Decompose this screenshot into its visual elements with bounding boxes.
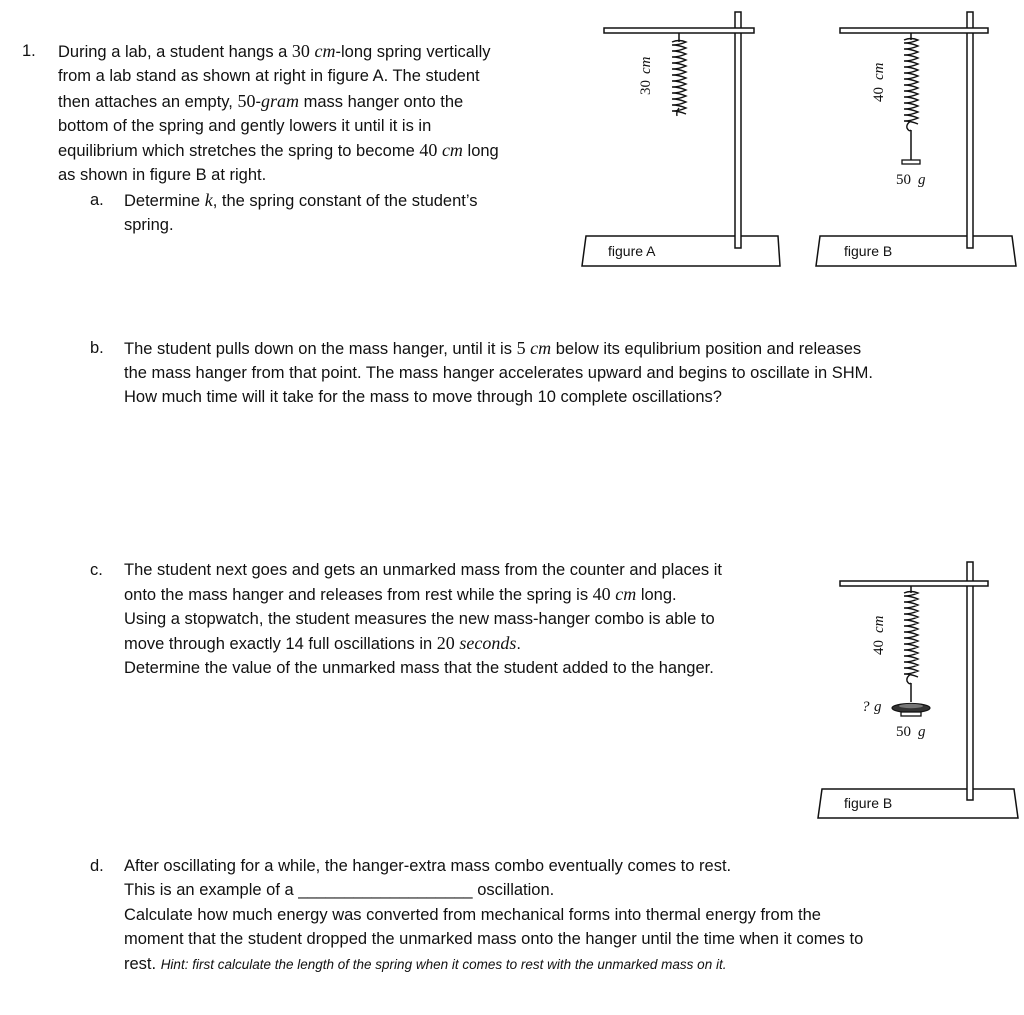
figure-b-unknown: [818, 562, 1018, 818]
fig-b-length-unit: cm: [871, 62, 887, 80]
stand-pole: [735, 12, 741, 248]
spring-a: [672, 41, 686, 117]
stand-pole: [967, 562, 973, 800]
part-d-line: moment that the student dropped the unmarked mass onto the hanger until the time when it comes to: [124, 930, 864, 948]
fig-b2-length-unit: cm: [871, 615, 887, 633]
question-line: as shown in figure B at right.: [58, 166, 267, 184]
part-c-line: onto the mass hanger and releases from rest while the spring is 40 cm long.: [124, 584, 677, 604]
part-a-line: spring.: [124, 216, 174, 234]
stand-pole: [967, 12, 973, 248]
fig-b-length-num: 40: [871, 87, 887, 102]
stand-arm: [840, 581, 988, 586]
part-d-line: This is an example of a ___________________ oscillation.: [124, 881, 555, 899]
stand-arm: [604, 28, 754, 33]
spring-b2: [892, 592, 930, 717]
fig-b-mass-unit: g: [918, 172, 926, 188]
mass-hanger: [902, 160, 920, 164]
fig-a-length-unit: cm: [638, 56, 654, 74]
fig-b-mass-num: 50: [896, 172, 911, 188]
part-b-line: How much time will it take for the mass to move through 10 complete oscillations?: [124, 388, 722, 406]
part-c-line: The student next goes and gets an unmarked mass from the counter and places it: [124, 561, 723, 579]
spring-b: [902, 39, 920, 165]
fig-b2-mass-unit: g: [918, 724, 926, 740]
part-d-line: After oscillating for a while, the hanger-extra mass combo eventually comes to rest.: [124, 857, 732, 875]
hint-text: Hint: first calculate the length of the spring when it comes to rest with the unmarked mass on it.: [160, 957, 727, 972]
figure-a: [582, 12, 780, 266]
question-line: During a lab, a student hangs a 30 cm-long spring vertically: [58, 41, 491, 61]
part-d-line: rest. Hint: first calculate the length of the spring when it comes to rest with the unmarked mass on it.: [124, 955, 727, 973]
part-c-line: Using a stopwatch, the student measures the new mass-hanger combo is able to: [124, 610, 715, 628]
question-line: equilibrium which stretches the spring to become 40 cm long: [58, 140, 499, 160]
part-c-line: move through exactly 14 full oscillations in 20 seconds.: [124, 633, 521, 653]
part-d-label: d.: [90, 857, 104, 875]
part-d-line: Calculate how much energy was converted from mechanical forms into thermal energy from the: [124, 906, 821, 924]
part-a-line: Determine k, the spring constant of the student’s: [124, 190, 478, 210]
mass-hanger: [901, 712, 921, 716]
question-line: then attaches an empty, 50-gram mass hanger onto the: [58, 91, 464, 111]
part-a-label: a.: [90, 191, 104, 209]
answer-blank[interactable]: ___________________: [298, 881, 473, 899]
fig-b2-unknown-q: ?: [862, 699, 870, 715]
stand-arm: [840, 28, 988, 33]
fig-b2-length-num: 40: [871, 640, 887, 655]
question-number: 1.: [22, 42, 36, 60]
part-b-line: the mass hanger from that point. The mass hanger accelerates upward and begins to oscillate in SHM.: [124, 364, 874, 382]
part-c-line: Determine the value of the unmarked mass that the student added to the hanger.: [124, 659, 714, 677]
fig-b-caption: figure B: [844, 243, 893, 259]
question-line: from a lab stand as shown at right in figure A. The student: [58, 67, 480, 85]
fig-b2-mass-num: 50: [896, 724, 911, 740]
part-b-label: b.: [90, 339, 104, 357]
fig-a-length-num: 30: [638, 80, 654, 95]
part-c-label: c.: [90, 561, 103, 579]
question-line: bottom of the spring and gently lowers it until it is in: [58, 117, 432, 135]
fig-b2-caption: figure B: [844, 795, 893, 811]
part-b-line: The student pulls down on the mass hanger, until it is 5 cm below its equlibrium position and releases: [124, 338, 862, 358]
fig-a-caption: figure A: [608, 243, 656, 259]
figure-b: [816, 12, 1016, 266]
fig-b2-unknown-unit: g: [874, 699, 882, 715]
